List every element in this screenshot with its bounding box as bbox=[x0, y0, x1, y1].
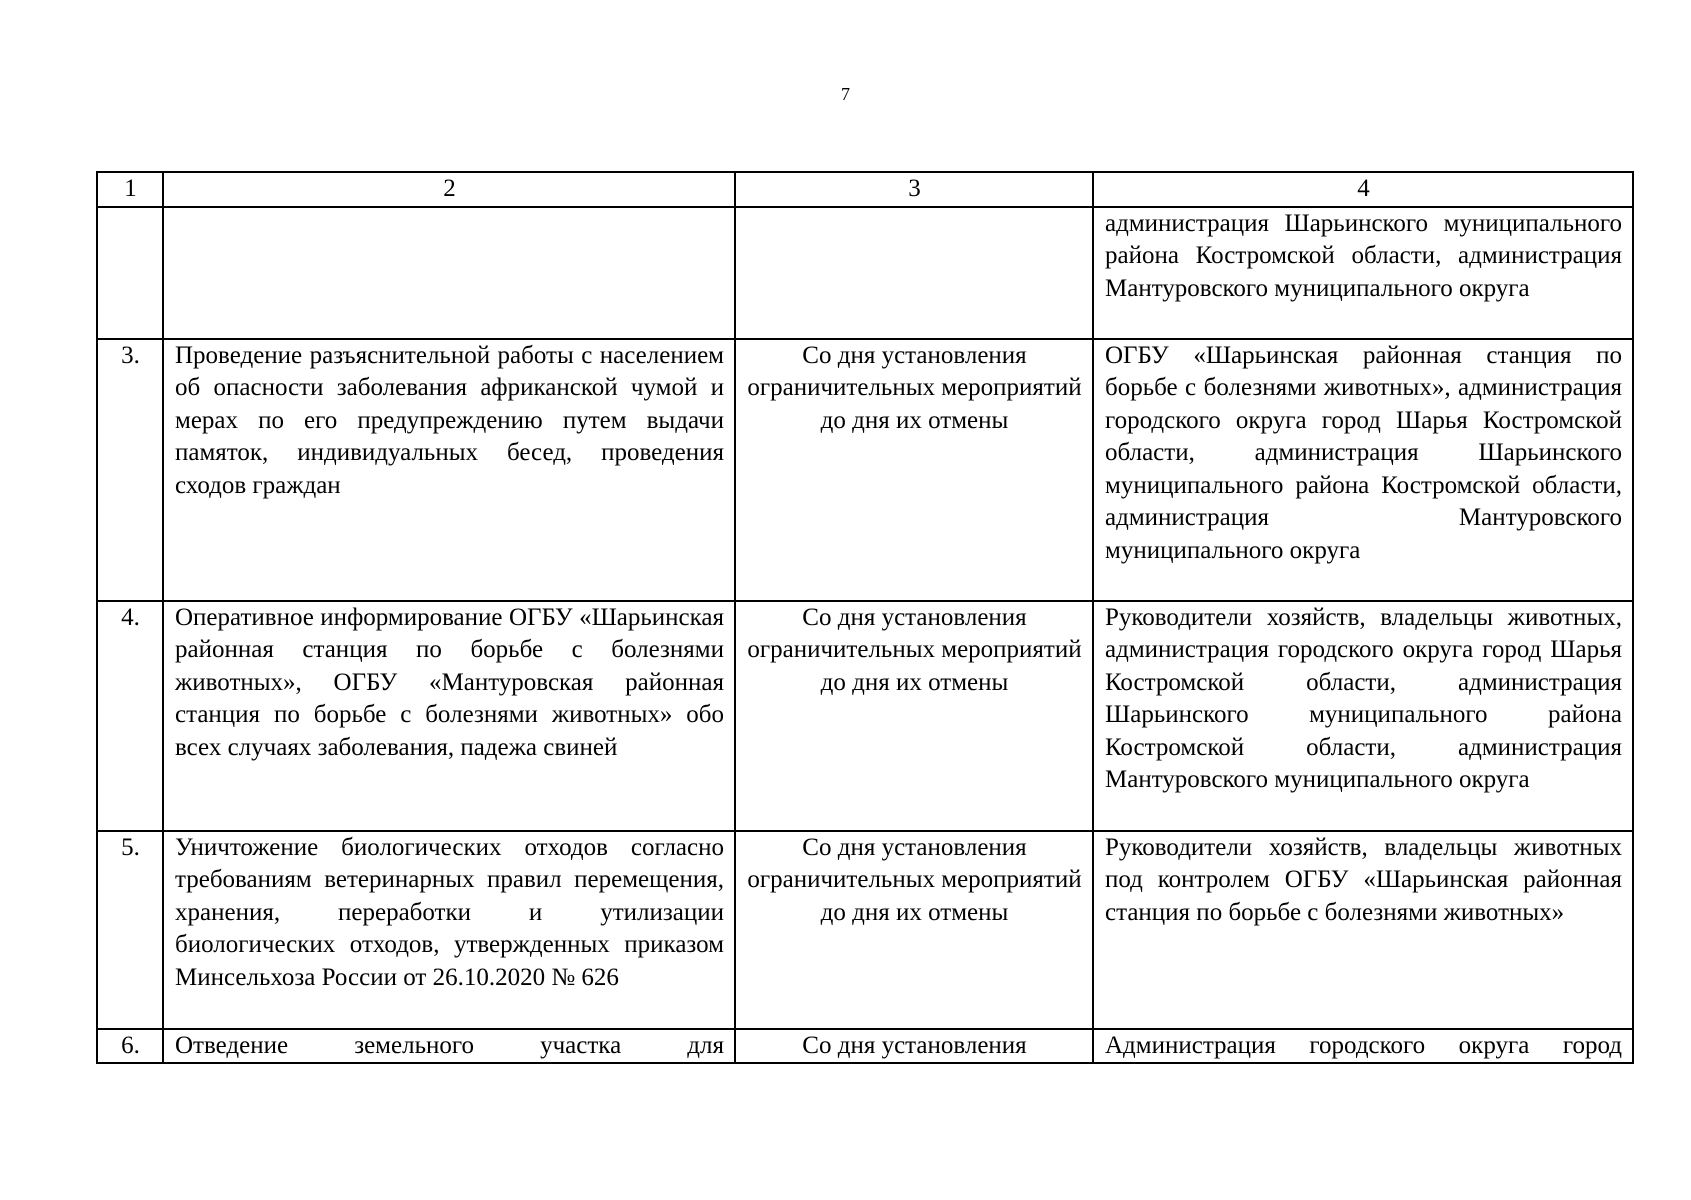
row-period bbox=[735, 207, 1093, 339]
header-col-1: 1 bbox=[97, 172, 163, 207]
page-number-text: 7 bbox=[841, 84, 850, 104]
row-number: 4. bbox=[97, 601, 163, 831]
row-responsible: Администрация городского округа город bbox=[1093, 1029, 1633, 1064]
row-responsible: администрация Шарьинского муниципального района Костромской области, администрация Мантуровского муниципального округа bbox=[1093, 207, 1633, 339]
row-period: Со дня установления ограничительных мероприятий до дня их отмены bbox=[735, 601, 1093, 831]
header-col-3: 3 bbox=[735, 172, 1093, 207]
table-row bbox=[97, 339, 1633, 601]
row-measure: Оперативное информирование ОГБУ «Шарьинская районная станция по борьбе с болезнями животных», ОГБУ «Мантуровская районная станция по борьбе с болезнями животных» обо всех случаях заболевания, падежа свиней bbox=[163, 601, 735, 831]
header-col-2: 2 bbox=[163, 172, 735, 207]
header-col-4: 4 bbox=[1093, 172, 1633, 207]
row-number: 6. bbox=[97, 1029, 163, 1064]
row-measure: Уничтожение биологических отходов согласно требованиям ветеринарных правил перемещения, хранения, переработки и утилизации биологических отходов, утвержденных приказом Минсельхоза России от 26.10.2020 № 626 bbox=[163, 831, 735, 1029]
row-measure bbox=[163, 207, 735, 339]
table-header-row bbox=[97, 172, 1633, 207]
row-responsible: Руководители хозяйств, владельцы животных под контролем ОГБУ «Шарьинская районная станция по борьбе с болезнями животных» bbox=[1093, 831, 1633, 1029]
row-measure: Отведение земельного участка для bbox=[163, 1029, 735, 1064]
table-row bbox=[97, 207, 1633, 339]
row-responsible: ОГБУ «Шарьинская районная станция по борьбе с болезнями животных», администрация городского округа город Шарья Костромской области, администрация Шарьинского муниципального района Костромской области, администрация Мантуровского муниципального округа bbox=[1093, 339, 1633, 601]
row-number: 5. bbox=[97, 831, 163, 1029]
table-row bbox=[97, 1029, 1633, 1064]
row-measure: Проведение разъяснительной работы с населением об опасности заболевания африканской чумой и мерах по его предупреждению путем выдачи памяток, индивидуальных бесед, проведения сходов граждан bbox=[163, 339, 735, 601]
row-responsible: Руководители хозяйств, владельцы животных, администрация городского округа город Шарья Костромской области, администрация Шарьинского муниципального района Костромской области, администрация Мантуровского муниципального округа bbox=[1093, 601, 1633, 831]
page-number bbox=[0, 84, 1691, 104]
row-number bbox=[97, 207, 163, 339]
table-row bbox=[97, 831, 1633, 1029]
row-number: 3. bbox=[97, 339, 163, 601]
row-period: Со дня установления ограничительных мероприятий до дня их отмены bbox=[735, 339, 1093, 601]
row-period: Со дня установления ограничительных мероприятий до дня их отмены bbox=[735, 831, 1093, 1029]
measures-table bbox=[96, 171, 1634, 1064]
table-row bbox=[97, 601, 1633, 831]
row-period: Со дня установления bbox=[735, 1029, 1093, 1064]
